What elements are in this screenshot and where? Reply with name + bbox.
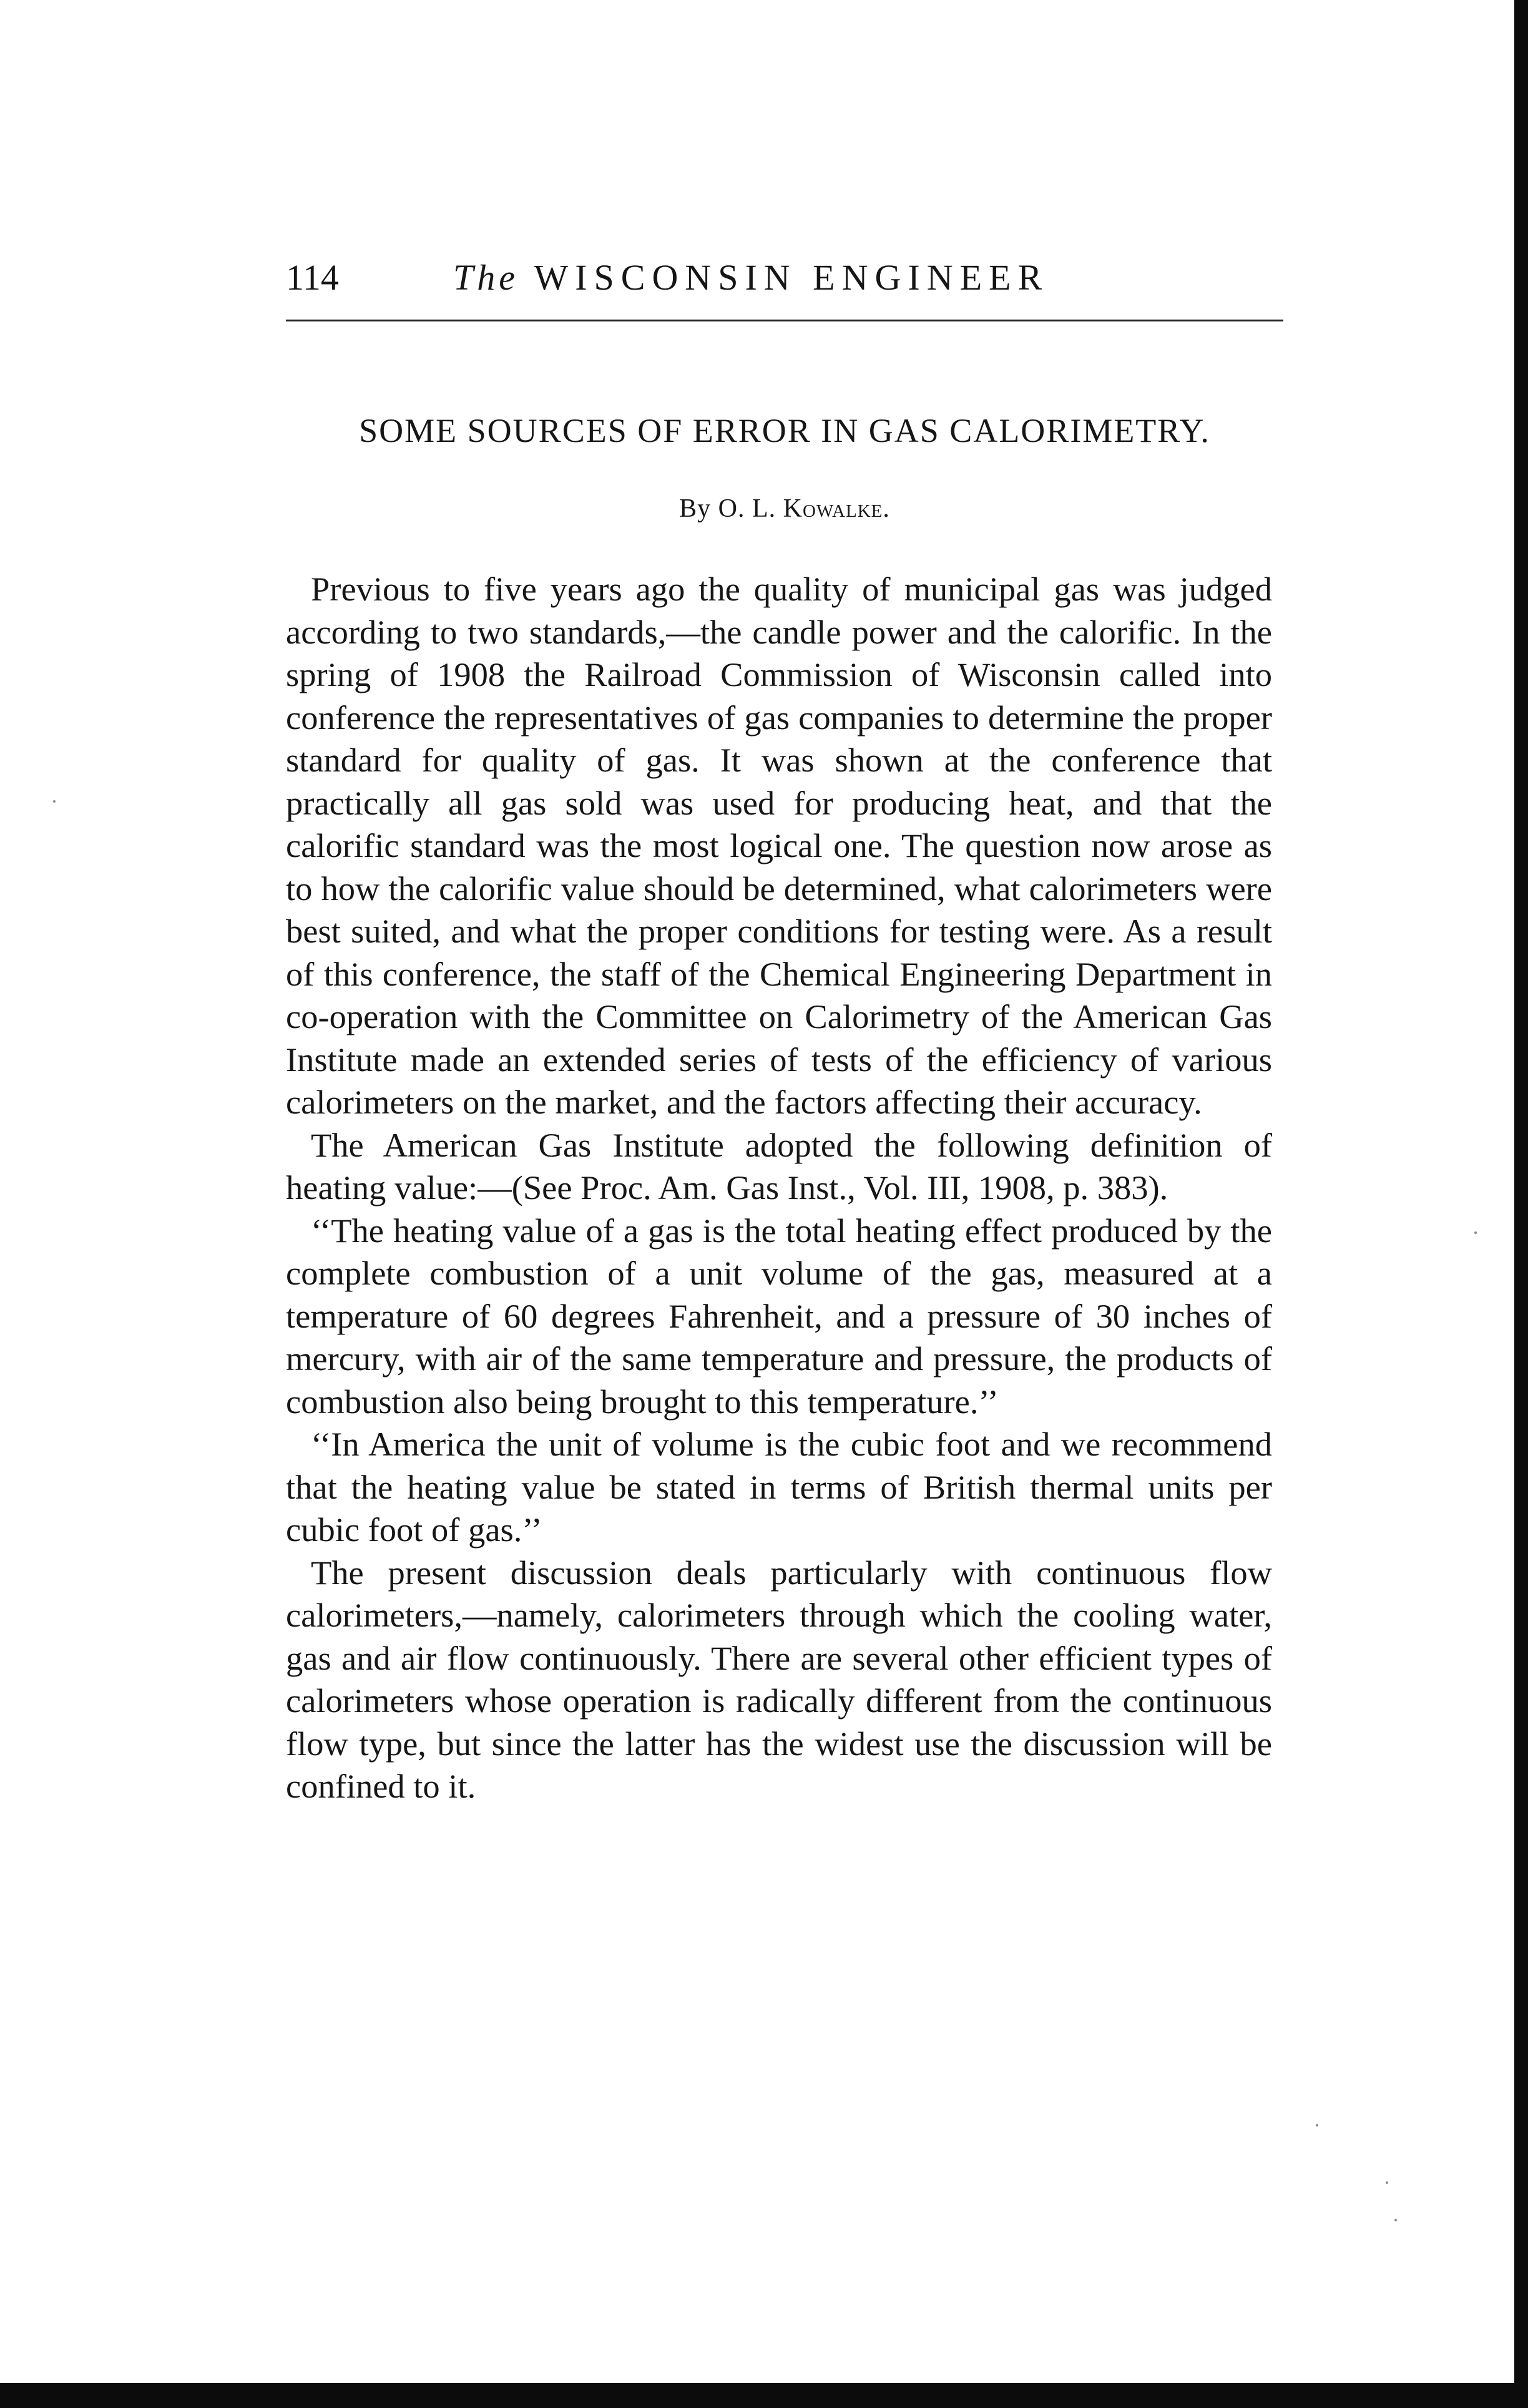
- journal-title: [453, 253, 1049, 303]
- scan-speck: [1386, 2181, 1388, 2184]
- scan-border-right: [1514, 0, 1528, 2408]
- scan-speck: [53, 800, 56, 803]
- article-body: [286, 568, 1272, 1997]
- running-header: [286, 253, 1285, 303]
- quote-unit-of-volume: ‘‘In America the unit of volume is the cubic foot and we recommend that the heating value be stated in terms of British thermal units per cubic foot of gas.’’: [286, 1425, 1272, 1549]
- scan-speck: [1474, 1231, 1477, 1234]
- journal-title-main: WISCONSIN ENGINEER: [534, 257, 1049, 298]
- scan-speck: [1394, 2219, 1397, 2221]
- scan-border-bottom: [0, 2383, 1528, 2408]
- quote-heating-value: ‘‘The heating value of a gas is the total heating effect produced by the complete combustion of a unit volume of the gas, measured at a temperature of 60 degrees Fahrenheit, and a pressure of 30 inches of mercury, with air of the same temperature and pressure, the products of combustion also being brought to this temperature.’’: [286, 1211, 1272, 1421]
- paragraph-intro: Previous to five years ago the quality of municipal gas was judged according to two standards,—the candle power and the calorific. In the spring of 1908 the Railroad Commission of Wisconsin called into conference the representatives of gas companies to determine the proper standard for quality of gas. It was shown at the conference that practically all gas sold was used for producing heat, and that the calorific standard was the most logical one. The question now arose as to how the calorific value should be determined, what calorimeters were best suited, and what the proper conditions for testing were. As a result of this conference, the staff of the Chemical Engineering Department in co-operation with the Committee on Calorimetry of the American Gas Institute made an extended series of tests of the efficiency of various calorimeters on the market, and the factors affecting their accuracy.: [286, 570, 1272, 1121]
- author-name: O. L. Kowalke.: [718, 494, 890, 523]
- header-rule: [286, 320, 1283, 321]
- paragraph-definition-lead: The American Gas Institute adopted the following definition of heating value:—(See Proc. Am. Gas Inst., Vol. III, 1908, p. 383).: [286, 1125, 1272, 1206]
- scan-speck: [1316, 2124, 1318, 2127]
- journal-title-prefix: The: [453, 257, 519, 298]
- byline: [286, 487, 1283, 531]
- byline-prefix: By: [679, 494, 712, 523]
- paragraph-continuous-flow: The present discussion deals particularly with continuous flow calorimeters,—namely, calorimeters through which the cooling water, gas and air flow continuously. There are several other efficient types of calorimeters whose operation is radically different from the continuous flow type, but since the latter has the widest use the discussion will be confined to it.: [286, 1553, 1272, 1805]
- page-number: 114: [286, 257, 339, 298]
- article-title: SOME SOURCES OF ERROR IN GAS CALORIMETRY.: [359, 412, 1210, 449]
